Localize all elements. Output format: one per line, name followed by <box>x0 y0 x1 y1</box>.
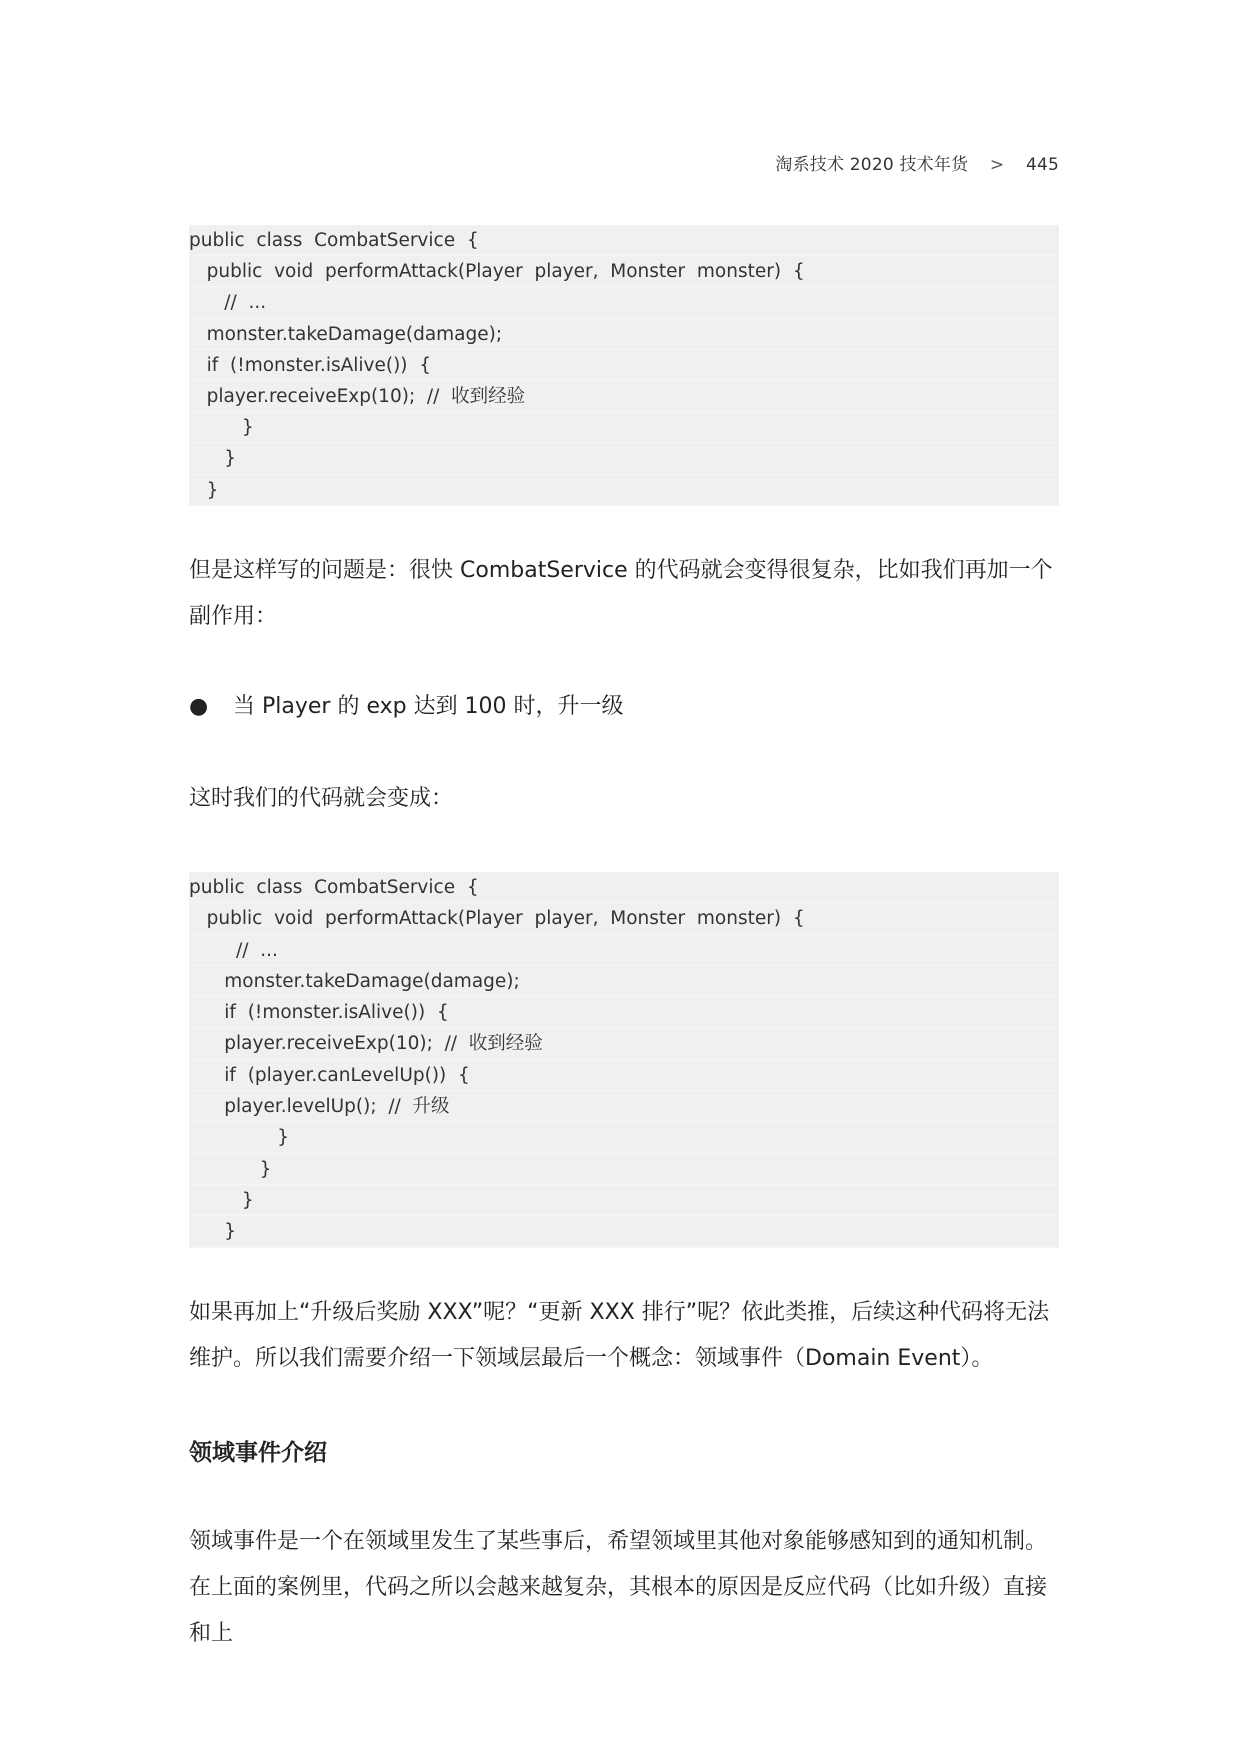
code-line: monster.takeDamage(damage); <box>189 966 1059 997</box>
code-line: if (!monster.isAlive()) { <box>189 997 1059 1028</box>
code-line: } <box>189 412 1059 443</box>
bullet-text: 当 Player 的 exp 达到 100 时，升一级 <box>233 694 624 719</box>
code-line: // ... <box>189 935 1059 966</box>
code-line: } <box>189 1216 1059 1247</box>
page-number: 445 <box>1025 155 1059 175</box>
section-heading: 领域事件介绍 <box>189 1440 327 1466</box>
paragraph-1: 但是这样写的问题是：很快 CombatService 的代码就会变得很复杂，比如我们再加一个副作用： <box>189 558 1053 629</box>
bullet-item <box>189 686 624 728</box>
code-line: } <box>189 475 1059 506</box>
code-line: } <box>189 1122 1059 1153</box>
bullet-marker: ● <box>189 694 209 719</box>
header-title: 淘系技术 2020 技术年货 <box>775 155 969 175</box>
code-line: player.levelUp(); // 升级 <box>189 1091 1059 1122</box>
code-block-1 <box>189 225 1059 506</box>
code-line: } <box>189 1185 1059 1216</box>
code-line: public void performAttack(Player player, Monster monster) { <box>189 256 1059 287</box>
code-line: // ... <box>189 287 1059 318</box>
header-separator: > <box>989 155 1005 175</box>
code-line: public class CombatService { <box>189 225 1059 256</box>
code-line: } <box>189 443 1059 474</box>
code-line: if (player.canLevelUp()) { <box>189 1060 1059 1091</box>
paragraph-2: 这时我们的代码就会变成： <box>189 786 454 811</box>
page-header <box>0 150 1059 175</box>
paragraph-3: 如果再加上“升级后奖励 XXX”呢？“更新 XXX 排行”呢？依此类推，后续这种代码将无法维护。所以我们需要介绍一下领域层最后一个概念：领域事件（Domain Event）。 <box>189 1300 1050 1371</box>
code-line: } <box>189 1154 1059 1185</box>
code-line: monster.takeDamage(damage); <box>189 319 1059 350</box>
paragraph-4: 领域事件是一个在领域里发生了某些事后，希望领域里其他对象能够感知到的通知机制。在上面的案例里，代码之所以会越来越复杂，其根本的原因是反应代码（比如升级）直接和上 <box>189 1529 1048 1646</box>
code-line: public void performAttack(Player player, Monster monster) { <box>189 903 1059 934</box>
code-block-2 <box>189 872 1059 1248</box>
code-line: public class CombatService { <box>189 872 1059 903</box>
code-line: player.receiveExp(10); // 收到经验 <box>189 1028 1059 1059</box>
code-line: if (!monster.isAlive()) { <box>189 350 1059 381</box>
code-line: player.receiveExp(10); // 收到经验 <box>189 381 1059 412</box>
